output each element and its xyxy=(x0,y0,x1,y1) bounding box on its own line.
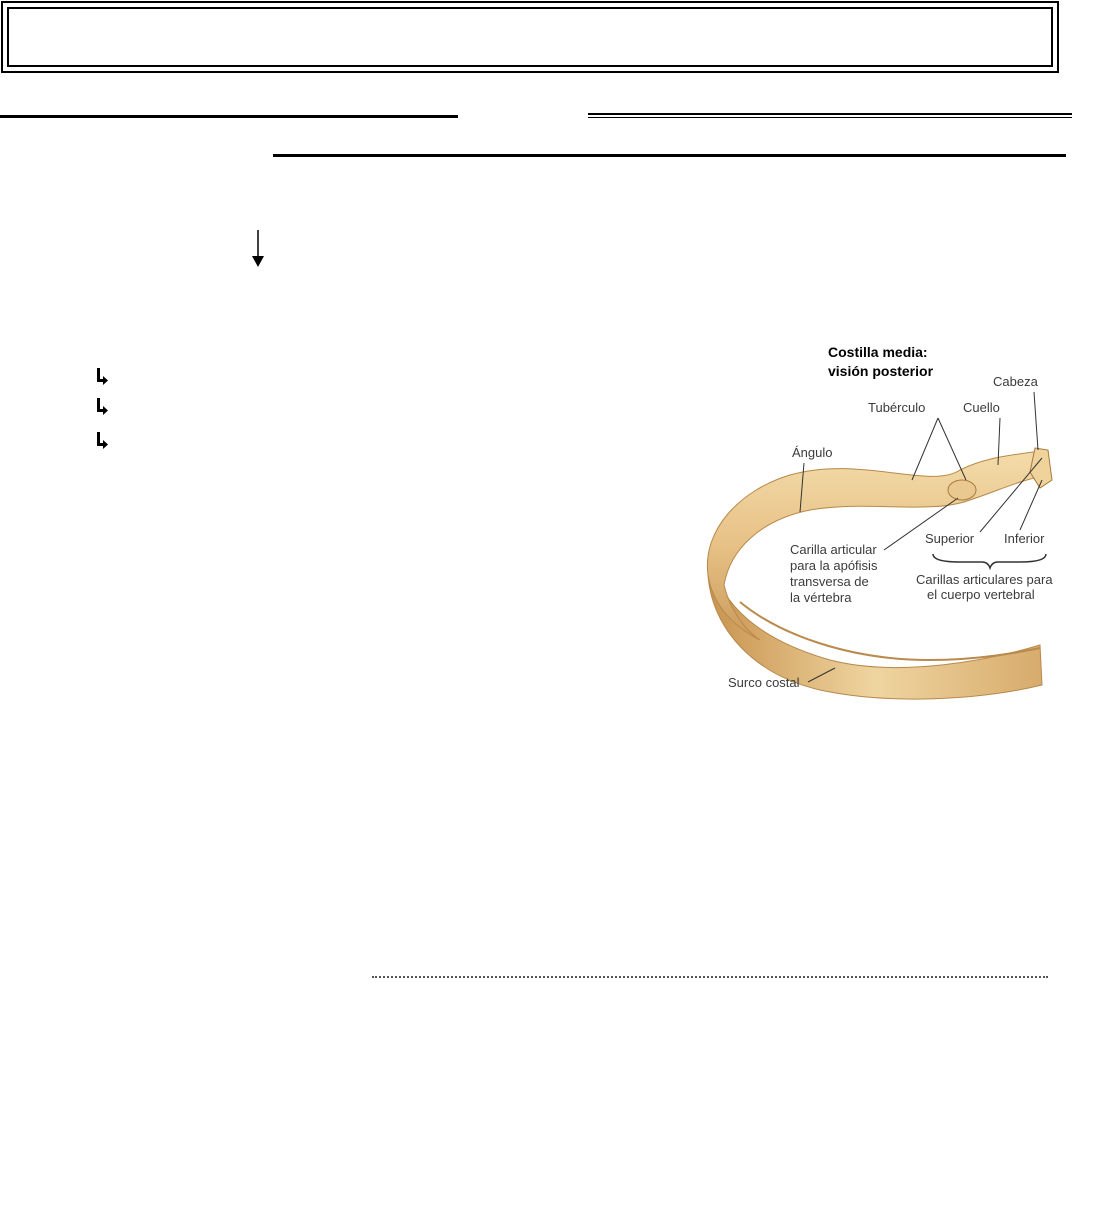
bullet-arrow-icon xyxy=(93,396,111,416)
label-superior: Superior xyxy=(925,531,975,546)
title-box-inner-border xyxy=(7,7,1053,67)
label-carilla-line2: para la apófisis xyxy=(790,558,878,573)
label-cuello: Cuello xyxy=(963,400,1000,415)
title-box xyxy=(1,1,1059,73)
label-carilla-line3: transversa de xyxy=(790,574,869,589)
rib-figure xyxy=(700,340,1070,705)
label-carilla-line4: la vértebra xyxy=(790,590,852,605)
label-angulo: Ángulo xyxy=(792,445,833,460)
label-surco-costal: Surco costal xyxy=(728,675,800,690)
label-tuberculo: Tubérculo xyxy=(868,400,926,415)
label-inferior: Inferior xyxy=(1004,531,1045,546)
label-carillas-line1: Carillas articulares para xyxy=(916,572,1053,587)
rule-second-line xyxy=(273,154,1066,157)
brace xyxy=(933,554,1046,568)
figure-title-line2: visión posterior xyxy=(828,363,934,379)
articular-facet-tubercle xyxy=(948,480,976,500)
rule-dotted xyxy=(372,976,1048,978)
rule-left xyxy=(0,115,458,118)
label-carilla-line1: Carilla articular xyxy=(790,542,877,557)
bullet-arrow-icon xyxy=(93,430,111,450)
label-cabeza: Cabeza xyxy=(993,374,1038,389)
rib-illustration xyxy=(700,340,1070,705)
arrow-down-icon xyxy=(251,230,265,270)
rule-right-double xyxy=(588,113,1072,118)
rib-shaft-upper xyxy=(707,450,1048,640)
figure-title-line1: Costilla media: xyxy=(828,344,928,360)
bullet-arrow-icon xyxy=(93,366,111,386)
label-carillas-line2: el cuerpo vertebral xyxy=(927,587,1035,602)
